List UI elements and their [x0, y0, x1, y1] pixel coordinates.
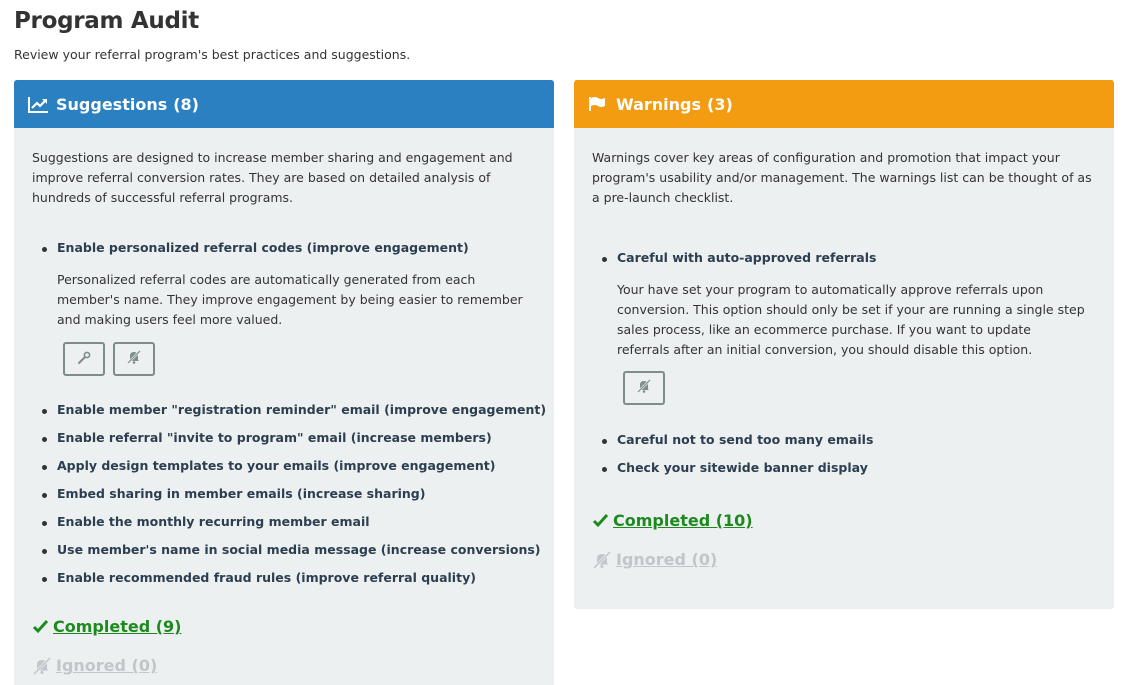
- suggestions-panel: [14, 80, 554, 685]
- check-icon: [592, 513, 610, 529]
- ignored-link[interactable]: [32, 656, 157, 675]
- suggestion-title[interactable]: Embed sharing in member emails (increase sharing): [57, 486, 426, 501]
- line-chart-icon: [28, 95, 50, 113]
- bullet: [602, 439, 607, 444]
- bell-slash-icon: [636, 378, 652, 398]
- bullet: [602, 257, 607, 262]
- suggestions-title: Suggestions: [56, 94, 168, 114]
- wrench-icon: [77, 350, 91, 369]
- warning-title[interactable]: Check your sitewide banner display: [617, 460, 868, 475]
- suggestion-title[interactable]: Enable member "registration reminder" email (improve engagement): [57, 402, 547, 417]
- bell-slash-icon: [126, 349, 142, 369]
- fix-button[interactable]: [63, 342, 105, 376]
- completed-label: Completed (10): [613, 511, 753, 530]
- page-title: Program Audit: [14, 8, 199, 34]
- suggestions-count: (8): [173, 94, 199, 114]
- completed-link[interactable]: [32, 617, 181, 636]
- bullet: [42, 577, 47, 582]
- suggestions-intro: Suggestions are designed to increase member sharing and engagement and improve referral conversion rates. They are based on detailed analysis of hundreds of successful referral programs.: [32, 150, 513, 205]
- warnings-header: [574, 80, 1114, 128]
- check-icon: [32, 619, 50, 635]
- bullet: [602, 467, 607, 472]
- completed-link[interactable]: [592, 511, 753, 530]
- bullet: [42, 247, 47, 252]
- completed-label: Completed (9): [53, 617, 182, 636]
- ignored-link[interactable]: [592, 550, 717, 569]
- suggestion-title[interactable]: Enable referral "invite to program" email (increase members): [57, 430, 492, 445]
- warning-title[interactable]: Careful not to send too many emails: [617, 432, 874, 447]
- warnings-intro: Warnings cover key areas of configuration and promotion that impact your program's usability and/or management. The warnings list can be thought of as a pre-launch checklist.: [592, 150, 1092, 205]
- bullet: [42, 493, 47, 498]
- bullet: [42, 437, 47, 442]
- suggestion-description: Personalized referral codes are automatically generated from each member's name. They improve engagement by being easier to remember and making users feel more valued.: [57, 272, 523, 327]
- suggestion-title[interactable]: Apply design templates to your emails (improve engagement): [57, 458, 496, 473]
- suggestion-title[interactable]: Use member's name in social media message (increase conversions): [57, 542, 541, 557]
- page-subtitle: Review your referral program's best practices and suggestions.: [14, 47, 411, 62]
- warning-title: Careful with auto-approved referrals: [617, 250, 877, 265]
- ignore-button[interactable]: [113, 342, 155, 376]
- flag-icon: [588, 95, 610, 113]
- bullet: [42, 549, 47, 554]
- suggestion-title[interactable]: Enable the monthly recurring member email: [57, 514, 370, 529]
- ignore-button[interactable]: [623, 371, 665, 405]
- suggestion-title: Enable personalized referral codes (improve engagement): [57, 240, 469, 255]
- warning-description: Your have set your program to automatically approve referrals upon conversion. This option should only be set if your are running a single step sales process, like an ecommerce purchase. If you want to update referrals after an initial conversion, you should disable this option.: [617, 282, 1085, 357]
- warnings-count: (3): [707, 94, 733, 114]
- ignored-label: Ignored (0): [616, 550, 718, 569]
- bullet: [42, 409, 47, 414]
- suggestion-title[interactable]: Enable recommended fraud rules (improve referral quality): [57, 570, 476, 585]
- bullet: [42, 521, 47, 526]
- ignored-label: Ignored (0): [56, 656, 158, 675]
- bell-slash-icon: [32, 657, 54, 675]
- bullet: [42, 465, 47, 470]
- bell-slash-icon: [592, 551, 614, 569]
- suggestions-header: [14, 80, 554, 128]
- warnings-title: Warnings: [616, 94, 702, 114]
- warnings-panel: [574, 80, 1114, 609]
